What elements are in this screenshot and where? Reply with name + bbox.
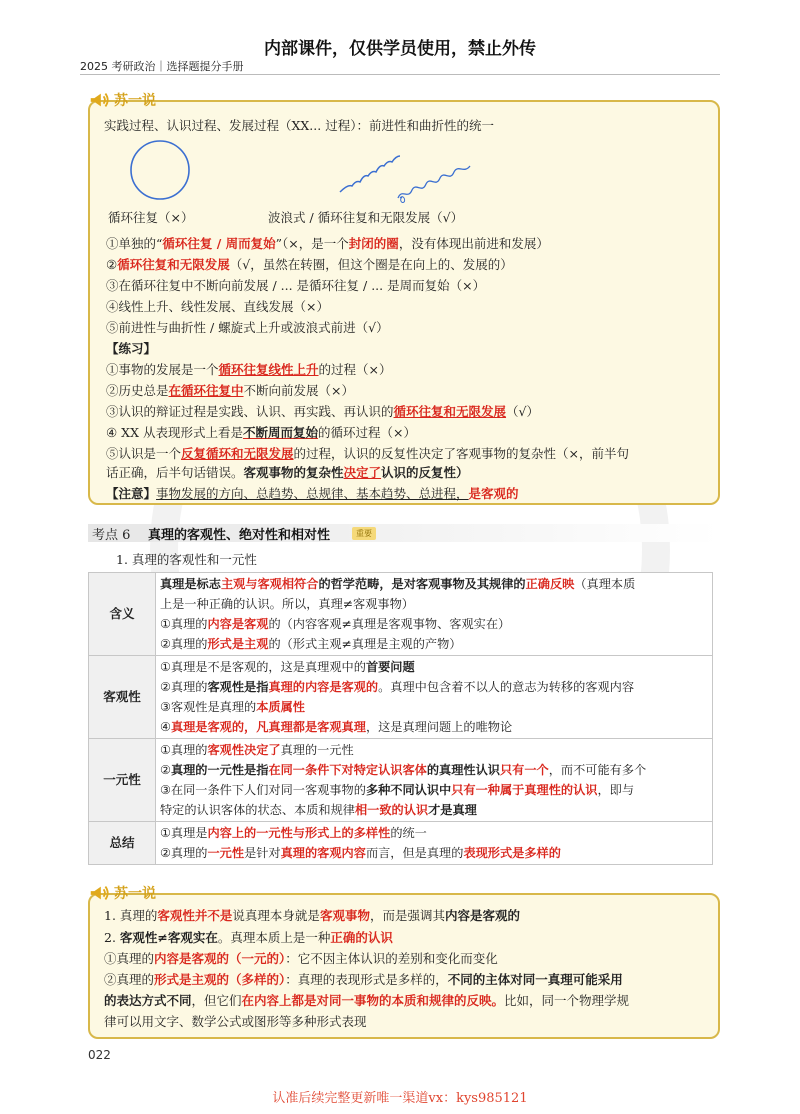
practice-item-2: ②历史总是在循环往复中不断向前发展（×） — [106, 383, 355, 398]
page-header-subtitle: 2025 考研政治｜选择题提分手册 — [80, 60, 244, 73]
figure-left-caption: 循环往复（×） — [108, 210, 194, 225]
table-row — [89, 656, 713, 739]
row-head-summary: 总结 — [89, 822, 156, 865]
note1-item-4: ④线性上升、线性发展、直线发展（×） — [106, 299, 329, 314]
row-body-summary: ①真理是内容上的一元性与形式上的多样性的统一 ②真理的一元性是针对真理的客观内容而言，但是真理的表现形式是多样的 — [156, 822, 713, 865]
table-row — [89, 739, 713, 822]
table-row — [89, 822, 713, 865]
practice-item-5: ⑤认识是一个反复循环和无限发展的过程，认识的反复性决定了客观事物的复杂性（×，前半句 — [106, 446, 630, 461]
closed-circle-figure — [128, 138, 192, 202]
importance-badge: 重要 — [352, 527, 376, 540]
note1-item-2: ②循环往复和无限发展（√，虽然在转圈，但这个圈是在向上的、发展的） — [106, 257, 513, 272]
note-tag-2 — [88, 882, 156, 904]
page-header-title: 内部课件，仅供学员使用，禁止外传 — [264, 39, 536, 59]
row-body-meaning: 真理是标志主观与客观相符合的哲学范畴，是对客观事物及其规律的正确反映（真理本质 上是一种正确的认识。所以，真理≠客观事物） ①真理的内容是客观的（内容客观≠真理是客观事物、客观实在） ②真理的形式是主观的（形式主观≠真理是主观的产物） — [156, 573, 713, 656]
note2-line-1: 1. 真理的客观性并不是说真理本身就是客观事物，而是强调其内容是客观的 — [104, 908, 520, 923]
note2-line-4: ②真理的形式是主观的（多样的）：真理的表现形式是多样的，不同的主体对同一真理可能采用 — [104, 972, 623, 987]
kaodian-title: 真理的客观性、绝对性和相对性 — [148, 528, 331, 543]
note-tag-label: 苏一说 — [114, 886, 156, 902]
practice-item-4: ④ XX 从表现形式上看是不断周而复始的循环过程（×） — [106, 425, 416, 440]
note2-line-6: 律可以用文字、数学公式或图形等多种形式表现 — [104, 1014, 367, 1029]
note1-item-5: ⑤前进性与曲折性 / 螺旋式上升或波浪式前进（√） — [106, 320, 389, 335]
note1-item-1: ①单独的“循环往复 / 周而复始”（×，是一个封闭的圈，没有体现出前进和发展） — [106, 236, 549, 251]
note2-line-3: ①真理的内容是客观的（一元的）：它不因主体认识的差别和变化而变化 — [104, 951, 498, 966]
row-head-meaning: 含义 — [89, 573, 156, 656]
row-head-objectivity: 客观性 — [89, 656, 156, 739]
page-number: 022 — [88, 1048, 111, 1062]
megaphone-icon — [88, 882, 110, 904]
practice-item-5-cont: 话正确，后半句话错误。客观事物的复杂性决定了认识的反复性） — [106, 465, 469, 480]
caution-line: 【注意】事物发展的方向、总趋势、总规律、基本趋势、总进程，是客观的 — [106, 486, 519, 501]
row-body-oneness: ①真理的客观性决定了真理的一元性 ②真理的一元性是指在同一条件下对特定认识客体的真理性认识只有一个，而不可能有多个 ③在同一条件下人们对同一客观事物的多种不同认识中只有一种属于真理性的认识，即与 特定的认识客体的状态、本质和规律相一致的认识才是真理 — [156, 739, 713, 822]
row-body-objectivity: ①真理是不是客观的，这是真理观中的首要问题 ②真理的客观性是指真理的内容是客观的。真理中包含着不以人的意志为转移的客观内容 ③客观性是真理的本质属性 ④真理是客观的，凡真理都是客观真理，这是真理问题上的唯物论 — [156, 656, 713, 739]
section-title: 1. 真理的客观性和一元性 — [116, 552, 257, 567]
note1-intro: 实践过程、认识过程、发展过程（XX... 过程）：前进性和曲折性的统一 — [104, 118, 494, 133]
wave-spiral-figure — [338, 148, 478, 204]
note-tag-1 — [88, 89, 156, 111]
note-tag-label: 苏一说 — [114, 93, 156, 109]
truth-table — [88, 572, 713, 865]
note2-line-5: 的表达方式不同，但它们在内容上都是对同一事物的本质和规律的反映。比如，同一个物理学规 — [104, 993, 630, 1008]
practice-item-3: ③认识的辩证过程是实践、认识、再实践、再认识的循环往复和无限发展（√） — [106, 404, 539, 419]
figure-right-caption: 波浪式 / 循环往复和无限发展（√） — [268, 210, 464, 225]
megaphone-icon — [88, 89, 110, 111]
footer-notice: 认准后续完整更新唯一渠道vx：kys985121 — [272, 1091, 528, 1106]
row-head-oneness: 一元性 — [89, 739, 156, 822]
header-divider — [80, 74, 720, 75]
kaodian-number: 考点 6 — [92, 528, 131, 543]
practice-title: 【练习】 — [106, 341, 157, 356]
note1-item-3: ③在循环往复中不断向前发展 / ... 是循环往复 / ... 是周而复始（×） — [106, 278, 486, 293]
table-row — [89, 573, 713, 656]
practice-item-1: ①事物的发展是一个循环往复线性上升的过程（×） — [106, 362, 392, 377]
note2-line-2: 2. 客观性≠客观实在。真理本质上是一种正确的认识 — [104, 930, 393, 945]
